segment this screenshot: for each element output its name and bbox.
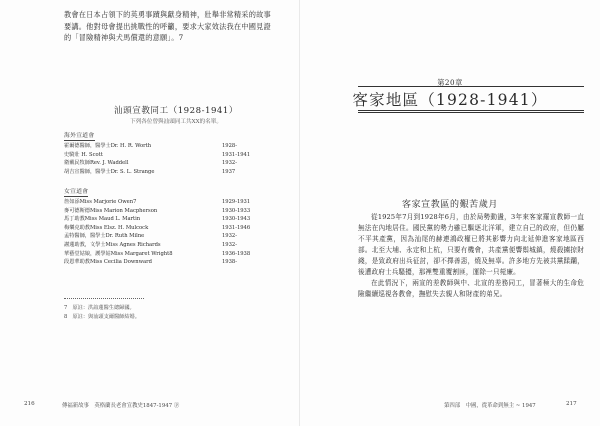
paragraph: 在此情況下，兩宣的差教師與中、北宣的差務同工，冒著極大的生命危險繼續巡視各教會，撫慰失去親人和財產的弟兄。: [358, 279, 584, 298]
intro-line: 要講。他對母會提出挑戰性的呼籲，要求大家效法我在中國見證: [64, 21, 271, 31]
staff-years: 1930-1943: [222, 216, 251, 223]
staff-row: [64, 258, 288, 267]
group-heading: 海外宣道會: [64, 133, 95, 139]
staff-years: 1938-: [222, 259, 237, 266]
staff-name: 衛戴民牧師Rev. J. Waddell: [64, 160, 129, 167]
staff-row: [64, 142, 288, 151]
footnote-separator: [64, 298, 144, 299]
staff-years: 1931-1946: [222, 224, 251, 231]
staff-name: 梅樂克助教Miss Elsz. H. Mulcock: [64, 224, 149, 231]
chapter-label: 第20章: [437, 78, 463, 87]
staff-name: 胡吉宣醫師，醫學士Dr. S. L. Strange: [64, 168, 155, 175]
body-text: [358, 212, 584, 300]
staff-years: 1936-1938: [222, 250, 251, 257]
section-heading: 客家宣教區的艱苦歲月: [401, 200, 498, 210]
staff-name: 麥可德斯德Miss Marion Macpherson: [64, 207, 158, 214]
running-footer-right: 第四部 中國，從革命到無主 ~ 1947: [444, 403, 536, 409]
staff-row: [64, 232, 288, 241]
running-footer-left: 傳福新故事 英格蘭長老會宣教史1847-1947 ⓟ: [62, 403, 180, 409]
page-number-left: 216: [24, 401, 35, 407]
staff-name: 史騎壯 H. Scott: [64, 151, 103, 158]
staff-name: 孟特醫師，醫學士Dr. Ruth Milne: [64, 233, 145, 240]
staff-years: 1932-: [222, 241, 237, 248]
staff-years: 1932-: [222, 233, 237, 240]
page-number-right: 217: [566, 401, 577, 407]
staff-years: 1928-: [222, 143, 237, 149]
section-subtitle: 下列各位曾與汕頭同工共XX的名單。: [130, 119, 222, 125]
intro-line: 的「冒險精神與犬馬償還的意願」。7: [64, 33, 184, 42]
intro-paragraph: [64, 9, 288, 44]
staff-row: [64, 159, 288, 168]
chapter-rule-bottom: [358, 110, 584, 111]
intro-line: 教會在日本占領下的英勇事蹟與獻身精神，壯舉非常精采的故事: [64, 10, 271, 19]
staff-years: 1932-: [222, 160, 237, 167]
staff-years: 1937: [222, 168, 236, 175]
staff-years: 1931-1941: [222, 151, 251, 158]
staff-name: 詹如添Miss Marjorie Owen7: [64, 199, 137, 205]
footnote: 8 原註：與汕頭支爾醫師結婚。: [64, 314, 140, 320]
right-page: [300, 0, 600, 426]
staff-row: [64, 151, 288, 160]
paragraph: 從1925年7月到1928年6月，由於局勢動盪，3年來客家羅宣教師一直無法在內地居住。國民黨的勢力雖已驅逐北洋軍，建立自己的政府，但仍屬不平其產黨，因為汕尾的赫連鴻政權已將其影響力向北延伸進客家地區西部。北至大埔、永定和上杭，只要有機會，共產黨便響鬃城鎮，燒殺擄掠財錢，是致政府出兵征討，卻不擇善惡，燒及無辜。許多地方先被共黨蹂躪，後遭政府士兵騷擾，那裡雙重覆割匪，運除一只菀廉。: [358, 213, 584, 276]
staff-row: [64, 224, 288, 233]
footnotes: [64, 304, 264, 322]
staff-row: [64, 215, 288, 224]
section-title: 汕頭宣教同工（1928-1941）: [114, 106, 238, 116]
staff-row: [64, 250, 288, 259]
staff-group-overseas: [64, 130, 288, 176]
group-heading: 女宣道會: [64, 189, 89, 195]
staff-name: 段恩華助教Miss Cecilia Downward: [64, 259, 152, 266]
staff-group-women: [64, 186, 288, 267]
staff-row: [64, 207, 288, 216]
staff-years: 1929-1931: [222, 199, 251, 205]
footnote: 7 原註：洪誼蓮醫生總歸國。: [64, 305, 135, 311]
staff-row: [64, 241, 288, 250]
staff-name: 華藝堂姑娘，護學姑Miss Margaret Wright8: [64, 250, 173, 257]
chapter-rule-bottom-thin: [358, 112, 584, 113]
staff-name: 謝蓮助教，文學士Miss Agnes Richards: [64, 241, 161, 248]
staff-row: [64, 198, 288, 207]
staff-name: 馬丁助教Miss Maud L. Martin: [64, 216, 141, 223]
staff-row: [64, 168, 288, 177]
staff-years: 1930-1933: [222, 207, 251, 214]
staff-name: 霍爾德醫師，醫學士Dr. H. R. Worth: [64, 143, 152, 149]
chapter-title: 客家地區（1928-1941）: [352, 91, 548, 109]
